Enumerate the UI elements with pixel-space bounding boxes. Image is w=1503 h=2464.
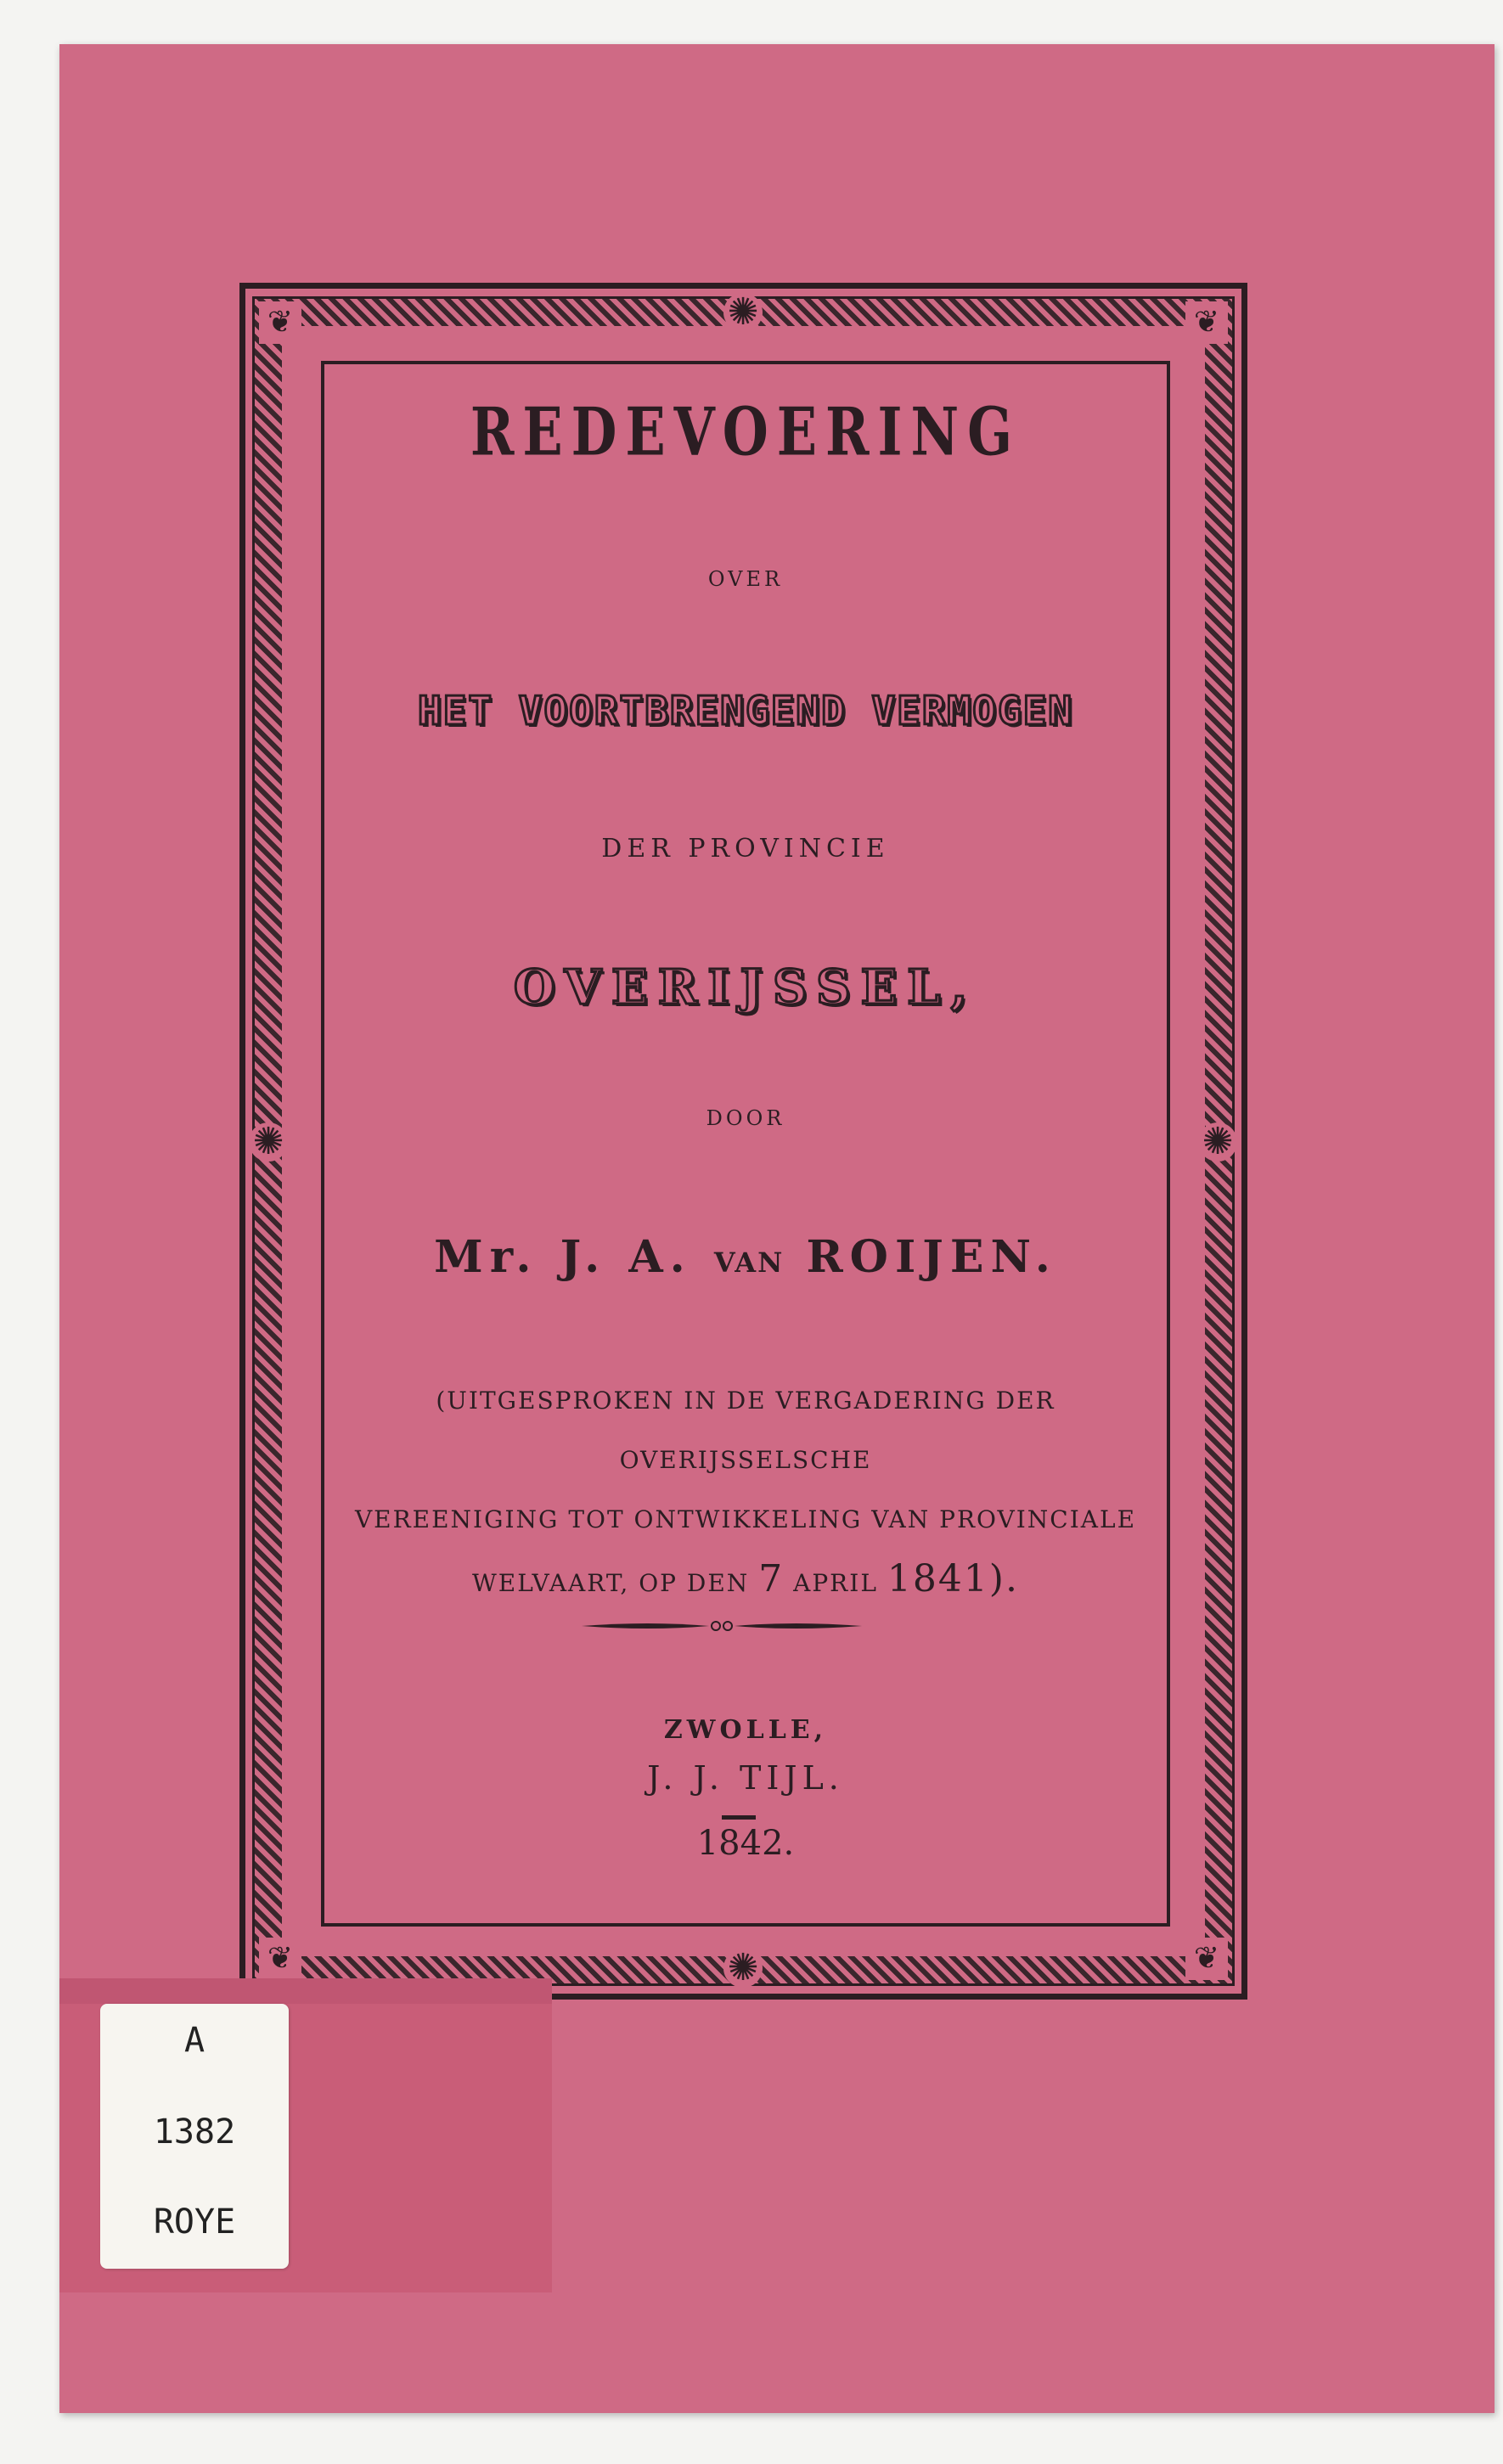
- occasion-line-2: VEREENIGING TOT ONTWIKKELING VAN PROVINCIALE: [354, 1505, 1137, 1533]
- label-line-3: ROYE: [153, 2202, 236, 2242]
- cover-subject: HET VOORTBRENGEND VERMOGEN: [417, 688, 1074, 734]
- occasion-line-3: [321, 1550, 1170, 1613]
- author-prefix: Mr. J. A.: [434, 1231, 692, 1283]
- occasion-day: 7: [758, 1557, 785, 1600]
- publisher-dash: [722, 1815, 756, 1820]
- occasion-line-1: (UITGESPROKEN IN DE VERGADERING DER OVERIJSSELSCHE: [436, 1387, 1055, 1474]
- cover-region: OVERIJSSEL,: [513, 959, 978, 1015]
- library-call-number-label: [100, 2004, 289, 2269]
- author-van: VAN: [713, 1246, 785, 1279]
- cover-title: REDEVOERING: [470, 392, 1022, 471]
- inner-frame-border: [321, 361, 1170, 1927]
- author-name: ROIJEN.: [806, 1231, 1057, 1283]
- library-label-band-strip: [59, 1978, 552, 2004]
- cover-occasion: [321, 1371, 1170, 1613]
- rosette-top-ornament: ✺: [723, 293, 763, 332]
- corner-ornament-bottom-left: ❦: [259, 1938, 301, 1980]
- corner-ornament-bottom-right: ❦: [1185, 1938, 1228, 1980]
- rosette-left-ornament: ✺: [249, 1122, 288, 1162]
- label-line-2: 1382: [153, 2112, 236, 2152]
- occasion-month: APRIL: [793, 1569, 878, 1597]
- cover-over: OVER: [707, 567, 784, 591]
- cover-author: [321, 1231, 1170, 1283]
- occasion-line-3-start: WELVAART, OP DEN: [472, 1569, 750, 1597]
- cover-door: DOOR: [706, 1106, 785, 1130]
- rosette-right-ornament: ✺: [1198, 1122, 1237, 1162]
- label-line-1: A: [183, 2021, 205, 2060]
- cover-der-provincie: DER PROVINCIE: [601, 834, 890, 864]
- cover-year: 1842.: [696, 1824, 795, 1863]
- divider-ornament: [582, 1617, 862, 1634]
- cover-publisher: J. J. TIJL.: [647, 1759, 844, 1797]
- cover-city: ZWOLLE,: [663, 1715, 828, 1745]
- corner-ornament-top-left: ❦: [259, 301, 301, 344]
- occasion-year: 1841).: [887, 1557, 1019, 1600]
- rosette-bottom-ornament: ✺: [723, 1949, 763, 1988]
- corner-ornament-top-right: ❦: [1185, 301, 1228, 344]
